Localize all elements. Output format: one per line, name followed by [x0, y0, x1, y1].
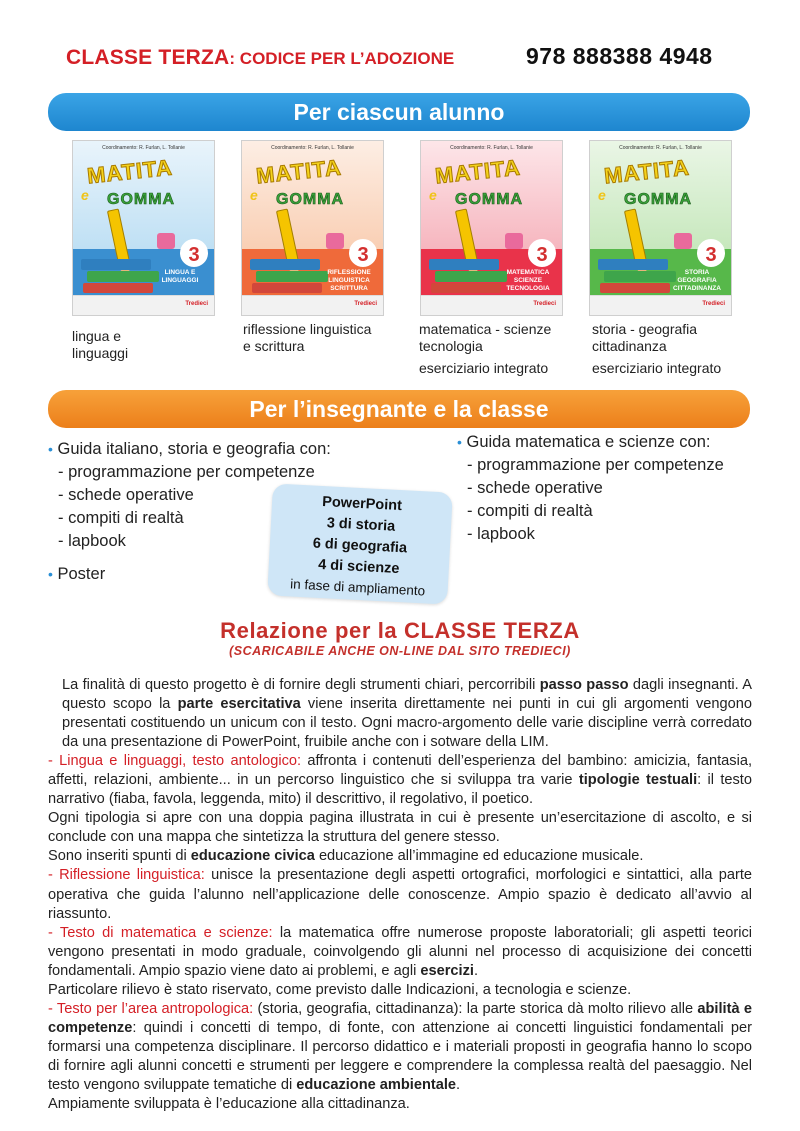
- book-coordinator: Coordinamento: R. Furlan, L. Tollanie: [271, 145, 354, 151]
- book-footer: [421, 295, 562, 315]
- book-title: MATITA: [254, 154, 343, 189]
- caption-line: tecnologia: [419, 338, 483, 354]
- list-item: - compiti di realtà: [58, 509, 184, 527]
- poster-item: Poster: [57, 565, 106, 583]
- powerpoint-title: PowerPoint: [321, 493, 403, 515]
- paragraph: Ogni tipologia si apre con una doppia pagina illustrata in cui è presente un’esercitazione di ascolto, e si conclude con una mappa che sintetizza la struttura del genere stesso.: [48, 810, 752, 846]
- powerpoint-geografia: 6 di geografia: [312, 535, 408, 557]
- book-cover-riflessione: [241, 140, 384, 316]
- powerpoint-note: in fase di ampliamento: [289, 576, 426, 599]
- list-item: - lapbook: [467, 525, 535, 543]
- book-title-conj: e: [250, 187, 258, 203]
- caption-line: eserciziario integrato: [419, 360, 549, 376]
- book-volume-number: 3: [180, 239, 208, 267]
- book-footer: [590, 295, 731, 315]
- paragraph: - Testo di matematica e scienze: la matematica offre numerose proposte laboratoriali; gli aspetti teorici vengono presentati in modo graduale, coinvolgendo gli alunni nel processo di acquisizione dei concetti fondamentali. Ampio spazio viene dato ai problemi, e agli esercizi.: [48, 924, 752, 979]
- paragraph: - Testo per l’area antropologica: (storia, geografia, cittadinanza): la parte storica dà molto rilievo alle abilità e competenze: quindi i concetti di tempo, di fonte, con attenzione ai concetti linguistici fondamentali per formarsi una competenza disciplinare. Il percorso didattico e i materiali proposti in geografia hanno lo scopo di fornire agli alunni concetti e strumenti per leggere e comprendere la complessa realtà del paesaggio. Nel testo vengono sviluppate tematiche di educazione ambientale.: [48, 1000, 752, 1093]
- eraser-mascot-icon: [674, 233, 692, 249]
- book-coordinator: Coordinamento: R. Furlan, L. Tollanie: [102, 145, 185, 151]
- teacher-section-band: Per l’insegnante e la classe: [48, 390, 750, 428]
- book-subtitle: RIFLESSIONE LINGUISTICA SCRITTURA: [327, 269, 371, 292]
- relazione-body: [48, 676, 752, 1114]
- books-stack-icon: [81, 259, 159, 293]
- adoption-header: [66, 43, 766, 76]
- adoption-label: : CODICE PER L’ADOZIONE: [229, 49, 455, 68]
- eraser-mascot-icon: [326, 233, 344, 249]
- book-title: MATITA: [602, 154, 691, 189]
- book-footer: [242, 295, 383, 315]
- paragraph: Ampiamente sviluppata è l’educazione alla cittadinanza.: [48, 1096, 410, 1113]
- caption-line: lingua e: [72, 328, 122, 344]
- book-volume-number: 3: [349, 239, 377, 267]
- books-stack-icon: [598, 259, 676, 293]
- book-subtitle: MATEMATICA SCIENZE TECNOLOGIA: [506, 269, 550, 292]
- book-title-conj: e: [598, 187, 606, 203]
- caption-riflessione: [243, 321, 371, 355]
- caption-line: e scrittura: [243, 338, 305, 354]
- relazione-title: Relazione per la CLASSE TERZA: [220, 618, 580, 643]
- book-title: MATITA: [85, 154, 174, 189]
- bullet-icon: •: [48, 566, 53, 582]
- eraser-mascot-icon: [505, 233, 523, 249]
- student-section-band: Per ciascun alunno: [48, 93, 750, 131]
- guide-title: Guida matematica e scienze con:: [466, 433, 711, 451]
- caption-matematica: [419, 321, 551, 377]
- guide-matematica-list: [457, 431, 767, 546]
- guide-title: Guida italiano, storia e geografia con:: [57, 440, 331, 458]
- publisher-logo: Tredieci: [354, 301, 377, 307]
- book-subtitle: LINGUA E LINGUAGGI: [161, 269, 199, 284]
- book-title: MATITA: [433, 154, 522, 189]
- caption-line: cittadinanza: [592, 338, 667, 354]
- bullet-icon: •: [457, 434, 462, 450]
- book-title-conj: e: [429, 187, 437, 203]
- caption-line: storia - geografia: [592, 321, 698, 337]
- book-cover-matematica: [420, 140, 563, 316]
- publisher-logo: Tredieci: [533, 301, 556, 307]
- books-stack-icon: [429, 259, 507, 293]
- relazione-subtitle: (SCARICABILE ANCHE ON-LINE DAL SITO TREDIECI): [229, 644, 571, 658]
- paragraph: Sono inseriti spunti di educazione civica educazione all’immagine ed educazione musicale.: [48, 848, 644, 865]
- adoption-code: 978 888388 4948: [526, 43, 713, 69]
- caption-line: riflessione linguistica: [243, 321, 372, 337]
- publisher-logo: Tredieci: [702, 301, 725, 307]
- publisher-logo: Tredieci: [185, 301, 208, 307]
- book-title-2: GOMMA: [276, 191, 345, 208]
- book-volume-number: 3: [697, 239, 725, 267]
- list-item: - schede operative: [58, 486, 194, 504]
- book-subtitle: STORIA GEOGRAFIA CITTADINANZA: [673, 269, 721, 292]
- eraser-mascot-icon: [157, 233, 175, 249]
- list-item: - schede operative: [467, 479, 603, 497]
- book-title-2: GOMMA: [455, 191, 524, 208]
- list-item: - compiti di realtà: [467, 502, 593, 520]
- list-item: - lapbook: [58, 532, 126, 550]
- list-item: - programmazione per competenze: [58, 463, 315, 481]
- book-title-2: GOMMA: [107, 191, 176, 208]
- bullet-icon: •: [48, 441, 53, 457]
- book-cover-storia: [589, 140, 732, 316]
- paragraph: - Lingua e linguaggi, testo antologico: affronta i contenuti dell’esperienza del bambino: amicizia, fantasia, affetti, relazioni, ambiente... in un percorso linguistico che si sviluppa tra varie tipologie testuali: il testo narrativo (fiaba, favola, leggenda, mito) il descrittivo, il regolativo, il poetico.: [48, 753, 752, 808]
- paragraph: La finalità di questo progetto è di fornire degli strumenti chiari, percorribili passo passo dagli insegnanti. A questo scopo la parte esercitativa viene inserita direttamente nei punti in cui gli argomenti vengono presentati costituendo un unicum con il testo. Ogni macro-argomento delle varie discipline verrà corredato da una presentazione di PowerPoint, fruibile anche con i sotware della LIM.: [62, 677, 752, 751]
- book-title-2: GOMMA: [624, 191, 693, 208]
- class-label: CLASSE TERZA: [66, 46, 230, 69]
- paragraph: - Riflessione linguistica: unisce la presentazione degli aspetti ortografici, morfologici e sintattici, alla parte operativa che guida l’alunno nell’applicazione delle conoscenze. Ampio spazio è dedicato all’avvio al riassunto.: [48, 867, 752, 922]
- paragraph: Particolare rilievo è stato riservato, come previsto dalle Indicazioni, a tecnologia e scienze.: [48, 981, 632, 998]
- book-volume-number: 3: [528, 239, 556, 267]
- book-coordinator: Coordinamento: R. Furlan, L. Tollanie: [450, 145, 533, 151]
- powerpoint-box: [267, 483, 453, 604]
- caption-lingua: [72, 328, 128, 362]
- book-coordinator: Coordinamento: R. Furlan, L. Tollanie: [619, 145, 702, 151]
- powerpoint-storia: 3 di storia: [326, 515, 396, 535]
- books-stack-icon: [250, 259, 328, 293]
- caption-storia: [592, 321, 721, 377]
- book-cover-lingua: [72, 140, 215, 316]
- book-footer: [73, 295, 214, 315]
- list-item: - programmazione per competenze: [467, 456, 724, 474]
- caption-line: eserciziario integrato: [592, 360, 722, 376]
- book-title-conj: e: [81, 187, 89, 203]
- powerpoint-scienze: 4 di scienze: [317, 556, 400, 578]
- caption-line: linguaggi: [72, 345, 129, 361]
- caption-line: matematica - scienze: [419, 321, 552, 337]
